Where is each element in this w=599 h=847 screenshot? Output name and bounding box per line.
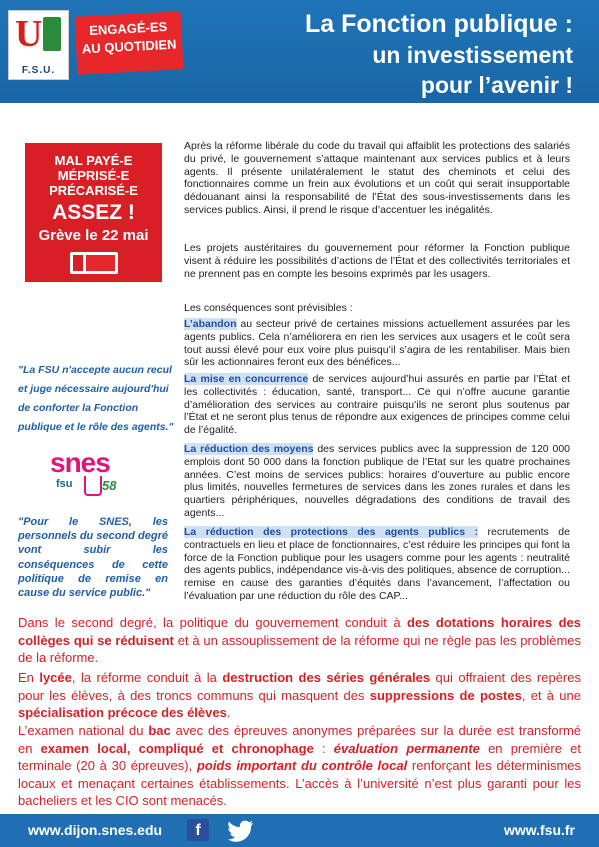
red-emphasis: poids important du contrôle local (196, 758, 408, 774)
snes-word: snes (50, 447, 110, 478)
list-item (184, 373, 570, 437)
title-line1: La Fonction publique : (304, 10, 573, 38)
red-strong: bac (148, 723, 171, 738)
facebook-icon[interactable]: f (187, 819, 209, 841)
snes-dept: 58 (102, 478, 117, 493)
list-item (184, 318, 570, 369)
strike-line1: MAL PAYÉ-E (54, 153, 133, 168)
header-banner (0, 0, 599, 103)
logo-text: F.S.U. (21, 65, 56, 76)
red-paragraph-1 (18, 614, 581, 667)
fsu-logo (8, 10, 69, 80)
consequences-heading: Les conséquences sont prévisibles : (184, 302, 353, 314)
red-text: . (226, 705, 231, 721)
red-paragraph-3 (18, 722, 581, 810)
badge-line2: AU QUOTIDIEN (81, 36, 177, 57)
list-item-text: au secteur privé de certaines missions actuellement assurées par les agents publics. Cela n’améliorera en rien les services aux usagers et le coût sera tout aussi élevé pour eux voire plus puisqu’il s’agira de les rentabiliser. Mais bien sûr les actionnaires feront eux des bénéfices... (184, 318, 570, 369)
snes-fsu: fsu (56, 478, 73, 490)
mini-logo (70, 252, 118, 274)
intro-paragraph-1: Après la réforme libérale du code du travail qui affaiblit les protections des salariés du privé, le gouvernement s’attaque maintenant aux services publics et à leurs agents. Il présente unilatéralement le statut des cheminots et celui des fonctionnaires comme un frein aux évolutions et un coût qui serait insupportable dédouanant ainsi la responsabilité de l’État des sous-investissements dans les services publics. Ainsi, il prend le risque d’accentuer les inégalités. (184, 140, 570, 216)
list-item-text: recrutements de contractuels en lieu et place de fonctionnaires, c’est réduire les principes qui font la force de la Fonction publique pour les usagers comme pour les agents : neutralité des agents publics, indépendance vis-à-vis des politiques, absence de corruption... remise en cause des garanties d’équités dans l’avancement, l’affectation ou l’évaluation par une réduction du rôle des CAP... (184, 526, 570, 602)
snes-quote: "Pour le SNES, les personnels du second degré vont subir les conséquences de cette politique de remise en cause du service public." (18, 516, 168, 600)
title-line2: un investissement (372, 42, 573, 68)
twitter-icon[interactable] (228, 820, 254, 842)
red-strong: lycée (39, 670, 72, 685)
list-item-head: La mise en concurrence (184, 373, 309, 385)
red-text: , et à une (521, 687, 581, 703)
fsu-quote: "La FSU n'accepte aucun recul et juge nécessaire aujourd'hui de conforter la Fonction publique et le rôle des agents." (18, 364, 174, 433)
red-text: renforçant les déterminismes locaux et menaçant certaines établissements. L’accès à l’université n’est plus garanti pour les bacheliers et les CIO sont menacés. (18, 758, 581, 809)
red-text: , la réforme conduit à la (71, 670, 223, 685)
list-item (184, 443, 570, 520)
red-text: Dans le second degré, la politique du gouvernement conduit à (18, 615, 408, 630)
red-strong: spécialisation précoce des élèves (18, 705, 227, 721)
page-title (305, 8, 573, 100)
red-text: : (313, 740, 334, 756)
red-paragraph-2 (18, 669, 581, 722)
snes-person-icon (84, 476, 102, 496)
red-strong: examen local, compliqué et chronophage (40, 740, 314, 756)
red-text: L’examen national du (18, 723, 149, 738)
badge-line1: ENGAGÉ-ES (88, 18, 168, 39)
red-text: en première et terminale (20 à 30 épreuves), (18, 740, 581, 774)
title-line3: pour l’avenir ! (420, 72, 573, 98)
red-text: et à un assouplissement de la réforme qui ne règle pas les problèmes de la réforme. (18, 632, 581, 666)
footer-bar (0, 814, 599, 847)
strike-line2: MÉPRISÉ-E (57, 168, 130, 183)
footer-link-snes[interactable]: www.dijon.snes.edu (28, 822, 163, 838)
footer-link-fsu[interactable]: www.fsu.fr (503, 822, 575, 838)
list-item (184, 526, 570, 603)
list-item-text: de services aujourd’hui assurés en partie par l’État et les collectivités : éducation, santé, transport... Ce qui n’offre aucune garantie d’amélioration des services au contraire puisqu’ils ne seront plus soutenus par l’État et ne seront plus tenus de répondre aux exigences de principes comme celui de l’égalité. (184, 373, 570, 437)
list-item-head: L’abandon (184, 318, 237, 330)
intro-paragraph-2: Les projets austéritaires du gouvernement pour réformer la Fonction publique visent à réduire les possibilités d’actions de l’État et des collectivités territoriales et ne prennent pas en compte les besoins exprimés par les usagers. (184, 242, 570, 280)
strike-line3: PRÉCARISÉ-E (49, 183, 138, 198)
strike-date: Grève le 22 mai (38, 227, 149, 244)
logo-letter: U (15, 13, 43, 55)
list-item-head: La réduction des protections des agents publics : (184, 526, 479, 538)
list-item-head: La réduction des moyens (184, 443, 314, 455)
red-emphasis: évaluation permanente (333, 740, 480, 756)
red-strong: destruction des séries générales (222, 670, 431, 685)
engage-badge (75, 11, 184, 74)
red-strong: suppressions de postes (369, 687, 522, 703)
red-text: qui offraient des repères pour les élèves, à des troncs communs qui masquent des (18, 670, 581, 703)
red-strong: des dotations horaires des collèges qui se réduisent (18, 615, 581, 648)
strike-assez: ASSEZ ! (52, 201, 135, 224)
logo-green-shape (43, 17, 61, 51)
snes-logo (50, 448, 130, 498)
strike-poster (25, 143, 162, 282)
red-text: avec des épreuves anonymes préparées sur la durée est transformé en (18, 723, 582, 756)
red-text: En (18, 670, 40, 685)
list-item-text: des services publics avec la suppression de 120 000 emplois dont 50 000 dans la fonction publique de l’Etat sur les quatre prochaines années. C’est moins de services publics: horaires d’ouverture au public encore plus limités, nouvelles fermetures de services dans les zones rurales et dans les quartiers périphériques, nouvelles dégradations des conditions de travail des agents... (184, 443, 570, 519)
